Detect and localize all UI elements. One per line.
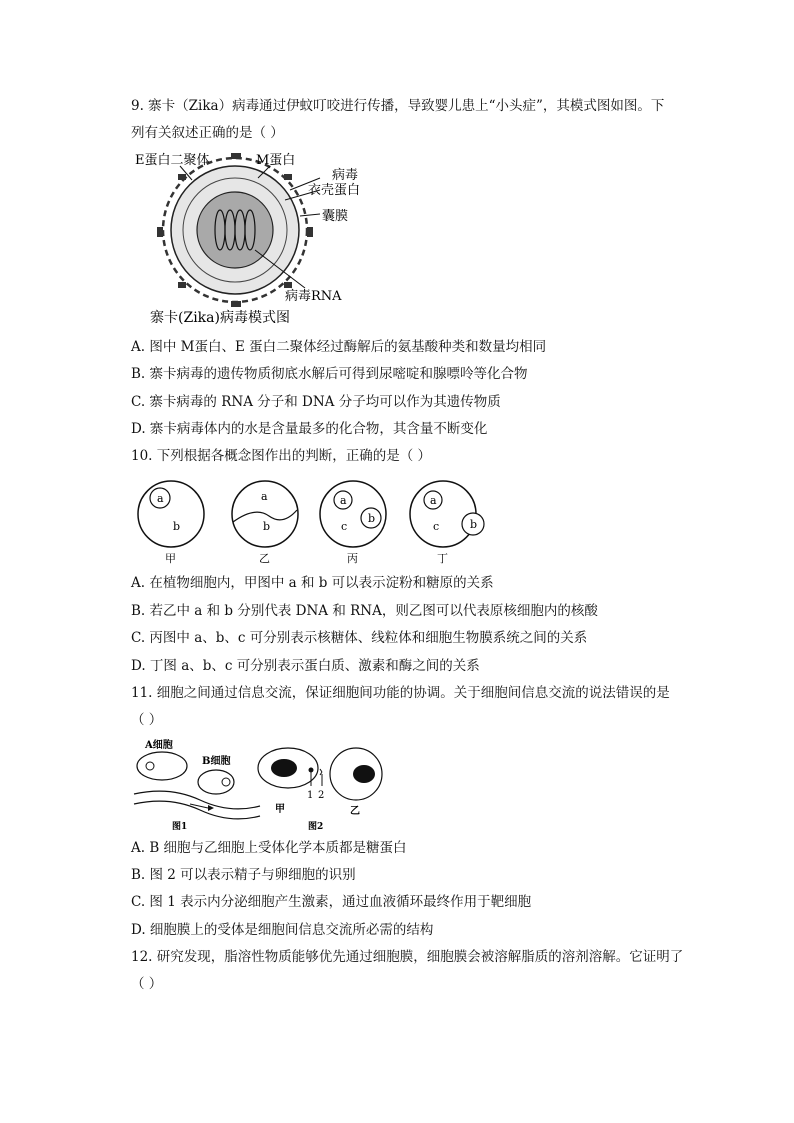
svg-text:c: c bbox=[433, 520, 440, 533]
q9-stem-line1: 9. 寨卡（Zika）病毒通过伊蚊叮咬进行传播，导致婴儿患上“小头症”，其模式图如图。下 bbox=[131, 98, 665, 114]
label-jia: 甲 bbox=[275, 804, 285, 815]
q10-option-c: C. 丙图中 a、b、c 可分别表示核糖体、线粒体和细胞生物膜系统之间的关系 bbox=[131, 630, 588, 646]
label-cell-a: A细胞 bbox=[145, 740, 173, 751]
cell-signaling-diagram bbox=[130, 736, 390, 832]
q9-stem-line2: 列有关叙述正确的是（ ） bbox=[131, 125, 284, 141]
diagram-jia-label: 甲 bbox=[165, 552, 176, 565]
diagram-bing-label: 丙 bbox=[347, 552, 358, 565]
q10-option-b: B. 若乙中 a 和 b 分别代表 DNA 和 RNA，则乙图可以代表原核细胞内的核酸 bbox=[131, 603, 598, 619]
label-e-protein: E蛋白二聚体 bbox=[135, 153, 210, 168]
q11-option-a: A. B 细胞与乙细胞上受体化学本质都是糖蛋白 bbox=[131, 840, 407, 856]
svg-text:b: b bbox=[470, 518, 478, 531]
q9-option-d: D. 寨卡病毒体内的水是含量最多的化合物，其含量不断变化 bbox=[131, 421, 488, 437]
svg-text:a: a bbox=[340, 494, 347, 507]
label-m-protein: M蛋白 bbox=[256, 153, 296, 168]
svg-text:a: a bbox=[430, 494, 437, 507]
svg-text:b: b bbox=[173, 520, 181, 533]
q12-stem-line1: 12. 研究发现，脂溶性物质能够优先通过细胞膜，细胞膜会被溶解脂质的溶剂溶解。它证明了 bbox=[131, 949, 684, 965]
q9-option-c: C. 寨卡病毒的 RNA 分子和 DNA 分子均可以作为其遗传物质 bbox=[131, 394, 501, 410]
label-capsid-protein: 衣壳蛋白 bbox=[308, 183, 361, 198]
svg-text:a: a bbox=[261, 490, 268, 503]
q9-option-b: B. 寨卡病毒的遗传物质彻底水解后可得到尿嘧啶和腺嘌呤等化合物 bbox=[131, 366, 528, 382]
concept-diagrams bbox=[135, 478, 495, 566]
label-2: 2 bbox=[318, 790, 325, 801]
q11-option-d: D. 细胞膜上的受体是细胞间信息交流所必需的结构 bbox=[131, 922, 434, 938]
q10-option-a: A. 在植物细胞内，甲图中 a 和 b 可以表示淀粉和糖原的关系 bbox=[131, 575, 494, 591]
label-fig1: 图1 bbox=[172, 822, 188, 832]
svg-text:b: b bbox=[368, 512, 376, 525]
svg-text:b: b bbox=[263, 520, 271, 533]
zika-virus-diagram bbox=[130, 150, 390, 335]
q11-stem-line1: 11. 细胞之间通过信息交流，保证细胞间功能的协调。关于细胞间信息交流的说法错误的是 bbox=[131, 685, 670, 701]
q10-option-d: D. 丁图 a、b、c 可分别表示蛋白质、激素和酶之间的关系 bbox=[131, 658, 480, 674]
label-1: 1 bbox=[307, 790, 314, 801]
q11-stem-line2: （ ） bbox=[131, 712, 163, 728]
label-viral-rna: 病毒RNA bbox=[285, 289, 342, 304]
label-fig2: 图2 bbox=[308, 822, 324, 832]
diagram-ding-label: 丁 bbox=[437, 552, 448, 565]
q9-option-a: A. 图中 M蛋白、E 蛋白二聚体经过酶解后的氨基酸种类和数量均相同 bbox=[131, 339, 547, 355]
q12-stem-line2: （ ） bbox=[131, 976, 163, 992]
svg-text:c: c bbox=[341, 520, 348, 533]
label-cell-b: B细胞 bbox=[202, 756, 231, 767]
label-envelope: 囊膜 bbox=[322, 209, 349, 224]
figure-caption: 寨卡(Zika)病毒模式图 bbox=[150, 310, 290, 326]
diagram-yi-label: 乙 bbox=[259, 552, 270, 565]
label-yi: 乙 bbox=[350, 806, 360, 817]
svg-text:a: a bbox=[157, 492, 164, 505]
label-virus: 病毒 bbox=[332, 168, 359, 183]
q10-stem: 10. 下列根据各概念图作出的判断，正确的是（ ） bbox=[131, 448, 432, 464]
q11-option-c: C. 图 1 表示内分泌细胞产生激素，通过血液循环最终作用于靶细胞 bbox=[131, 894, 532, 910]
q11-option-b: B. 图 2 可以表示精子与卵细胞的识别 bbox=[131, 867, 356, 883]
